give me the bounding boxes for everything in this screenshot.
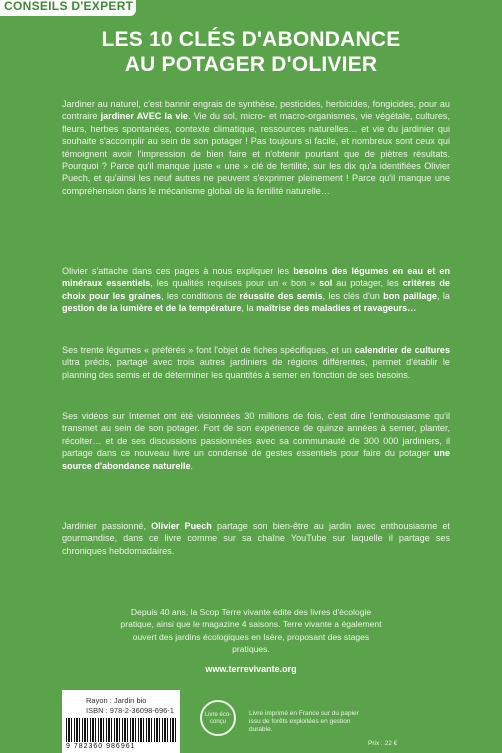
isbn-box bbox=[62, 690, 180, 753]
title-line-1: LES 10 CLÉS D'ABONDANCE bbox=[101, 28, 401, 51]
eco-print-note: Livre imprimé en France sur du papier issu de forêts exploitées en gestion durable. bbox=[249, 710, 359, 733]
isbn-label: ISBN : 978-2-36098-696-1 bbox=[86, 706, 174, 715]
barcode-number: 9 782360 986961 bbox=[66, 743, 136, 750]
paragraph-2: Olivier s'attache dans ces pages à nous expliquer les besoins des légumes en eau et en minéraux essentiels, les qualités requises pour un « bon » sol au potager, les critères de choix pour les graines, les conditions de réussite des semis, les clés d'un bon paillage, la gestion de la lumière et de la température, la maîtrise des maladies et ravageurs… bbox=[62, 266, 450, 314]
title-line-2: AU POTAGER D'OLIVIER bbox=[124, 53, 378, 76]
paragraph-4: Ses vidéos sur Internet ont été visionnées 30 millions de fois, c'est dire l'enthousiasme qu'il transmet au sein de son potager. Fort de son expérience de quinze années à semer, planter, récolter… et de ses discussions passionnées avec sa communauté de 300 000 jardiniers, il partage dans ce nouveau livre un condensé de gestes essentiels pour faire du potager une source d'abondance naturelle. bbox=[62, 411, 450, 471]
rayon-label: Rayon : Jardin bio bbox=[86, 696, 147, 705]
category-tag: CONSEILS D'EXPERT bbox=[0, 0, 136, 16]
barcode bbox=[66, 718, 176, 742]
eco-design-logo-icon: Livre éco-conçu bbox=[200, 700, 236, 736]
paragraph-1: Jardiner au naturel, c'est bannir engrais de synthèse, pesticides, herbicides, fongicides, pour au contraire jardiner AVEC la vie. Vie du sol, micro- et macro-organismes, vie végétale, cultures, fleurs, herbes spontanées, contexte climatique, ressources naturelles… et vie du jardinier qui souhaite s'accomplir au sein de son potager ! Pas toujours si facile, et nombreux sont ceux qui témoignent avoir l'impression de bien faire et n'obtenir pourtant que de piètres résultats. Pourquoi ? Parce qu'il manque juste « une » clé de fertilité, sur les dix qu'a identifiées Olivier Puech, et qu'ainsi les neuf autres ne peuvent s'exprimer pleinement ! Parce qu'il manque une compréhension dans le mécanisme global de la fertilité naturelle… bbox=[62, 99, 450, 196]
publisher-website[interactable]: www.terrevivante.org bbox=[205, 664, 297, 674]
price-label: Prix : 22 € bbox=[368, 740, 398, 747]
paragraph-3: Ses trente légumes « préférés » font l'objet de fiches spécifiques, et un calendrier de cultures ultra précis, partagé avec trois autres jardiniers de régions différentes, permet d'établir le planning des semis et de déterminer les quantités à semer en fonction de ses besoins. bbox=[62, 345, 450, 380]
publisher-description: Depuis 40 ans, la Scop Terre vivante édite des livres d'écologie pratique, ainsi que le magazine 4 saisons. Terre vivante a également ouvert des jardins écologiques en Isère, proposant des stages pratiques. bbox=[120, 607, 382, 655]
author-bio: Jardinier passionné, Olivier Puech partage son bien-être au jardin avec enthousiasme et gourmandise, dans ce livre comme sur sa chaîne YouTube sur laquelle il partage ses chroniques hebdomadaires. bbox=[62, 521, 450, 556]
